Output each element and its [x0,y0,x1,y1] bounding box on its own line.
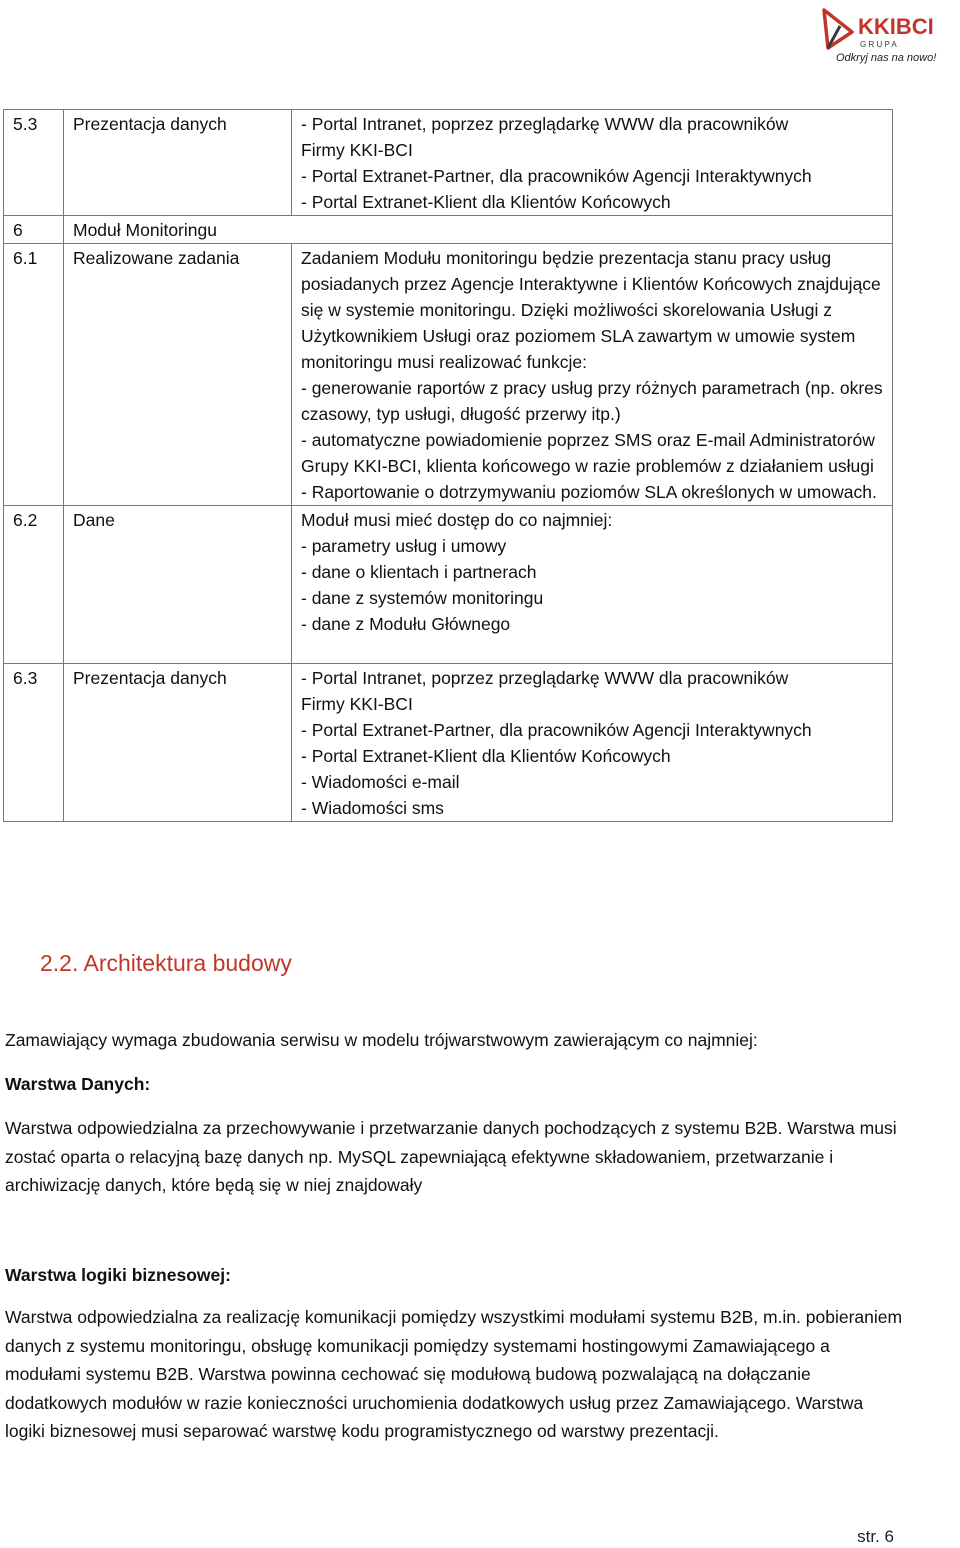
logo-graphic [818,4,958,66]
logo-tagline: Odkryj nas na nowo! [836,52,937,64]
table-row [4,664,893,822]
row-number: 6.1 [4,244,64,506]
table-row [4,506,893,664]
row-name: Realizowane zadania [64,244,292,506]
desc-line: Firmy KKI-BCI [301,694,413,714]
spec-table [3,109,893,822]
section-number: 6 [4,216,64,244]
desc-line: - Portal Intranet, poprzez przeglądarkę WWW dla pracowników [301,668,789,688]
row-description [292,664,893,822]
desc-line: - Wiadomości sms [301,798,444,818]
row-number: 6.2 [4,506,64,664]
desc-line: - Portal Extranet-Klient dla Klientów Końcowych [301,746,671,766]
desc-item: - automatyczne powiadomienie poprzez SMS oraz E-mail Administratorów Grupy KKI-BCI, klienta końcowego w razie problemów z działaniem usługi [301,430,875,476]
desc-line: - parametry usług i umowy [301,536,507,556]
table-section-row [4,216,893,244]
logic-layer-text: Warstwa odpowiedzialna za realizację komunikacji pomiędzy wszystkimi modułami systemu B2B, m.in. pobieraniem danych z systemu monitoringu, obsługę komunikacji pomiędzy systemami hostingowymi Zamawiającego a modułami systemu B2B. Warstwa powinna cechować się modułową budową pozwalającą na dołączanie dodatkowych modułów w razie konieczności uruchomienia dodatkowych usług przez Zamawiającego. Warstwa logiki biznesowej musi separować warstwę kodu programistycznego od warstwy prezentacji. [5,1307,903,1441]
desc-paragraph: Zadaniem Modułu monitoringu będzie prezentacja stanu pracy usług posiadanych przez Agencje Interaktywne i Klientów Końcowych znajdujące się w systemie monitoringu. Dzięki możliwości skorelowania Usługi z Użytkownikiem Usługi oraz poziomem SLA zawartym w umowie system monitoringu musi realizować funkcje: [301,248,881,372]
desc-line: Firmy KKI-BCI [301,140,413,160]
data-layer-title: Warstwa Danych: [5,1074,151,1094]
row-description [292,110,893,216]
desc-line: - Portal Intranet, poprzez przeglądarkę WWW dla pracowników [301,114,789,134]
desc-line: - dane z Modułu Głównego [301,614,511,634]
row-number: 6.3 [4,664,64,822]
logo-sub-text: G R U P A [860,40,897,49]
data-layer-text: Warstwa odpowiedzialna za przechowywanie i przetwarzanie danych pochodzących z systemu B2B. Warstwa musi zostać oparta o relacyjną bazę danych np. MySQL zapewniającą efektywne składowaniem, przetwarzanie i archiwizację danych, które będą się w niej znajdowały [5,1118,897,1195]
logic-layer-title: Warstwa logiki biznesowej: [5,1265,231,1285]
table-row [4,244,893,506]
desc-line: - dane z systemów monitoringu [301,588,544,608]
row-description [292,244,893,506]
row-number: 5.3 [4,110,64,216]
row-name: Prezentacja danych [64,110,292,216]
intro-paragraph: Zamawiający wymaga zbudowania serwisu w modelu trójwarstwowym zawierającym co najmniej: [5,1030,758,1050]
desc-line: - Wiadomości e-mail [301,772,460,792]
desc-line: - Portal Extranet-Partner, dla pracowników Agencji Interaktywnych [301,720,812,740]
desc-line: - Portal Extranet-Klient dla Klientów Końcowych [301,192,671,212]
row-name: Prezentacja danych [64,664,292,822]
table-row [4,110,893,216]
row-name: Dane [64,506,292,664]
company-logo [818,4,958,66]
row-description [292,506,893,664]
desc-item: - generowanie raportów z pracy usług przy różnych parametrach (np. okres czasowy, typ usługi, długość przerwy itp.) [301,378,883,424]
section-heading: 2.2. Architektura budowy [40,950,292,976]
logo-brand-text: KKIBCI [858,14,934,39]
desc-line: - dane o klientach i partnerach [301,562,537,582]
desc-line: Moduł musi mieć dostęp do co najmniej: [301,510,613,530]
section-title: Moduł Monitoringu [64,216,893,244]
desc-item: - Raportowanie o dotrzymywaniu poziomów SLA określonych w umowach. [301,482,877,502]
desc-line: - Portal Extranet-Partner, dla pracowników Agencji Interaktywnych [301,166,812,186]
page-number: str. 6 [857,1527,894,1546]
